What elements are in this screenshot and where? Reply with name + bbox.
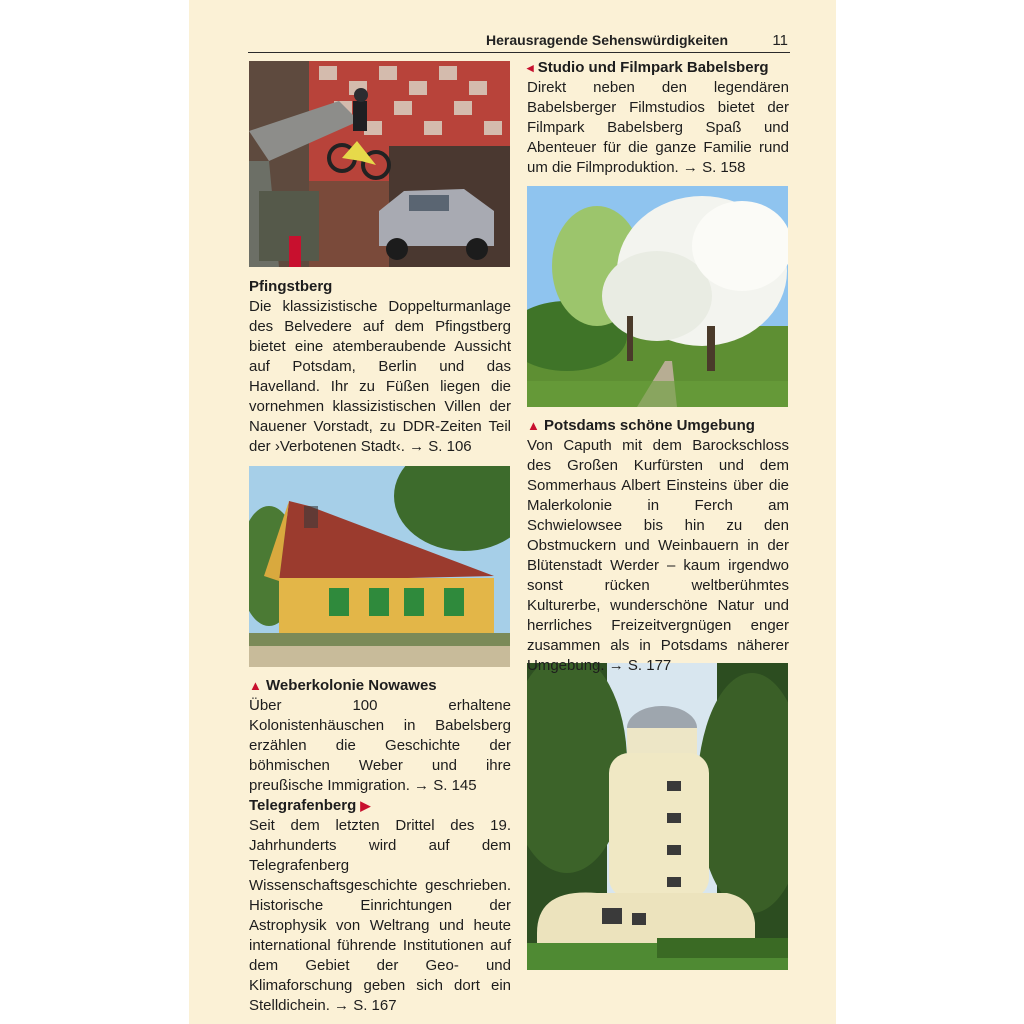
triangle-left-icon: ◂	[527, 60, 534, 75]
section-heading	[527, 416, 789, 436]
triangle-up-icon: ▲	[527, 418, 540, 433]
section-body: Über 100 erhaltene Kolonistenhäuschen in Babelsberg erzählen die Geschichte der böhmischen Weber und ihre preußische Immigration. → S. 145	[249, 697, 511, 794]
section-title: Telegrafenberg	[249, 797, 357, 814]
page-title: Herausragende Sehenswürdigkeiten	[486, 32, 728, 48]
section-body: Von Caputh mit dem Barockschloss des Großen Kurfürsten und dem Sommerhaus Albert Einsteins über die Malerkolonie in Ferch am Schwielowsee bis hin zu den Obstmuckern und Weinbauern in der Blütenstadt Werder – kaum irgendwo sonst rücken weltberühmtes Kulturerbe, wunderschöne Natur und herrliches Freizeitvergnügen enger zusammen als in Potsdams näherer Umgebung. → S. 177	[527, 437, 789, 674]
triangle-up-icon: ▲	[249, 678, 262, 693]
section-title: Pfingstberg	[249, 278, 333, 295]
section-title: Potsdams schöne Umgebung	[544, 417, 755, 434]
section-title: Studio und Filmpark Babelsberg	[537, 59, 769, 76]
section-body: Seit dem letzten Drittel des 19. Jahrhunderts wird auf dem Telegrafenberg Wissenschaftsgeschichte geschrieben. Historische Einrichtungen der Astrophysik von Weltrang und heute international führende Institutionen auf dem Gebiet der Geo- und Klimaforschung geben sich dort ein Stelldichein. → S. 167	[249, 817, 511, 1014]
section-heading	[249, 796, 511, 816]
section-weberkolonie	[249, 676, 511, 796]
einstein-tower-photo	[527, 663, 788, 970]
weberkolonie-house-photo	[249, 466, 510, 667]
filmpark-photo	[249, 61, 510, 267]
blossom-trees-photo	[527, 186, 788, 407]
section-studio-filmpark	[527, 58, 789, 178]
section-heading	[249, 676, 511, 696]
section-telegrafenberg	[249, 796, 511, 1016]
running-header	[248, 30, 790, 53]
triangle-right-icon: ▶	[360, 798, 371, 813]
section-pfingstberg	[249, 277, 511, 457]
section-body: Direkt neben den legendären Babelsberger Filmstudios bietet der Filmpark Babelsberg Spaß und Abenteuer für die ganze Familie rund um die Filmproduktion. → S. 158	[527, 79, 789, 176]
section-heading	[527, 58, 789, 78]
page-number: 11	[772, 32, 788, 49]
section-title: Weberkolonie Nowawes	[266, 677, 437, 694]
section-umgebung	[527, 416, 789, 676]
section-body: Die klassizistische Doppelturmanlage des Belvedere auf dem Pfingstberg bietet eine atemberaubende Aussicht auf Potsdam, Berlin und das Havelland. Ihr zu Füßen liegen die vornehmen klassizistischen Villen der Nauener Vorstadt, zu DDR-Zeiten Teil der ›Verbotenen Stadt‹. → S. 106	[249, 298, 511, 455]
